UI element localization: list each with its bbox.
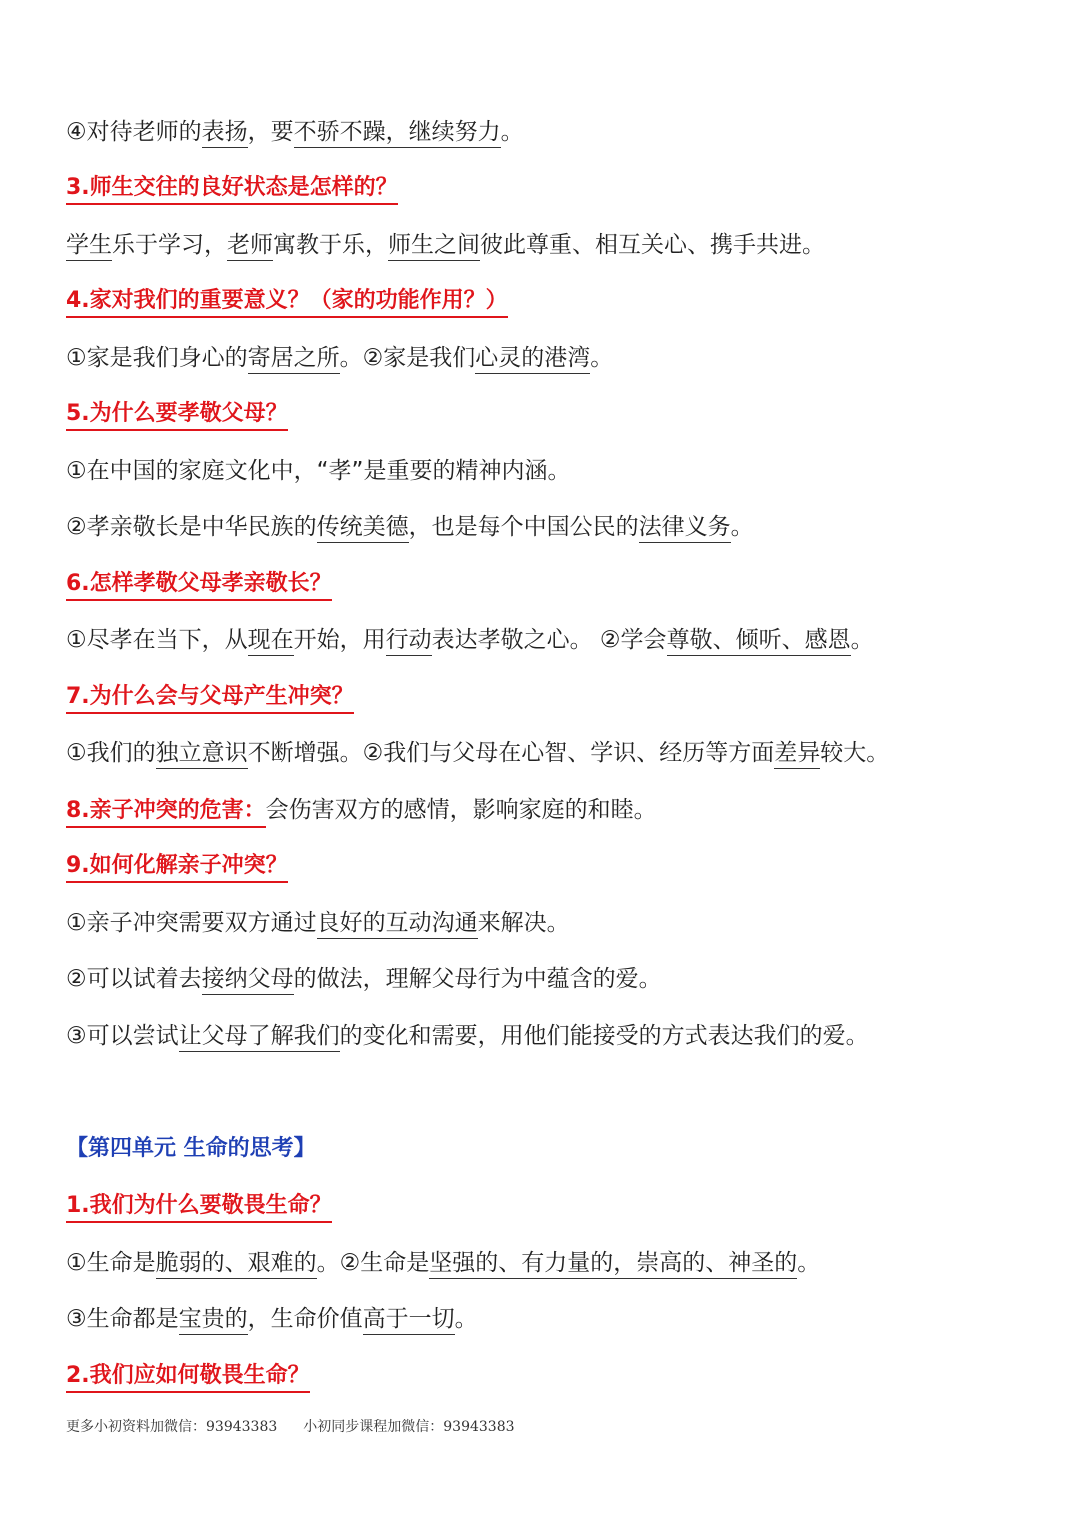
answer-line — [66, 1303, 1040, 1335]
text-segment: 开始，用 — [293, 627, 386, 653]
text-segment: 。 — [454, 1306, 478, 1332]
answer-line — [66, 624, 1040, 656]
underlined-key-phrase: 学生 — [66, 232, 112, 261]
text-segment: 来解决。 — [477, 910, 570, 936]
underlined-key-phrase: 8.亲子冲突的危害： — [66, 798, 266, 828]
text-segment: 。 — [730, 514, 754, 540]
unit-heading — [66, 1133, 1040, 1165]
text-segment: 会伤害双方的感情，影响家庭的和睦。 — [265, 797, 657, 823]
text-segment: ①生命是 — [66, 1250, 156, 1276]
footer — [66, 1416, 515, 1436]
text-segment: ，也是每个中国公民的 — [408, 514, 639, 540]
text-segment: 寓教于乐， — [273, 232, 388, 258]
answer-line — [66, 737, 1040, 769]
text-segment: ①家是我们身心的 — [66, 345, 248, 371]
question-heading — [66, 172, 1040, 204]
question-heading — [66, 850, 1040, 882]
underlined-key-phrase: 不骄不躁，继续努力 — [294, 119, 501, 148]
underlined-key-phrase: 6.怎样孝敬父母孝亲敬长？ — [66, 571, 332, 601]
text-segment: 乐于学习， — [112, 232, 227, 258]
answer-line — [66, 455, 1040, 487]
text-segment: 的变化和需要，用他们能接受的方式表达我们的爱。 — [339, 1023, 869, 1049]
footer-left-text: 更多小初资料加微信：93943383 — [66, 1419, 278, 1435]
answer-line — [66, 116, 1040, 148]
underlined-key-phrase: 差异 — [774, 740, 820, 769]
text-segment: ③生命都是 — [66, 1306, 179, 1332]
text-segment: 不断增强。②我们与父母在心智、学识、经历等方面 — [247, 740, 775, 766]
answer-line — [66, 1247, 1040, 1279]
underlined-key-phrase: 传统美德 — [317, 514, 409, 543]
question-heading — [66, 681, 1040, 713]
text-segment: 。 — [590, 345, 614, 371]
underlined-key-phrase: 宝贵的 — [179, 1306, 248, 1335]
text-segment: ②可以试着去 — [66, 966, 202, 992]
underlined-key-phrase: 高于一切 — [363, 1306, 455, 1335]
underlined-key-phrase: 现在 — [248, 627, 294, 656]
underlined-key-phrase: 行动 — [386, 627, 432, 656]
text-segment: 【第四单元 生命的思考】 — [66, 1136, 316, 1161]
text-segment: 。②生命是 — [316, 1250, 430, 1276]
text-segment: 表达孝敬之心。 ②学会 — [431, 627, 667, 653]
text-segment: 。 — [797, 1250, 821, 1276]
text-segment: ②孝亲敬长是中华民族的 — [66, 514, 317, 540]
question-heading — [66, 1360, 1040, 1392]
text-segment: ③可以尝试 — [66, 1023, 179, 1049]
text-segment: ①亲子冲突需要双方通过 — [66, 910, 317, 936]
text-segment: 彼此尊重、相互关心、携手共进。 — [480, 232, 825, 258]
text-segment: 。 — [500, 119, 524, 145]
answer-line — [66, 229, 1040, 261]
underlined-key-phrase: 4.家对我们的重要意义？（家的功能作用？） — [66, 288, 508, 318]
text-segment: ，生命价值 — [247, 1306, 363, 1332]
underlined-key-phrase: 9.如何化解亲子冲突？ — [66, 853, 288, 883]
underlined-key-phrase: 表扬 — [202, 119, 248, 148]
text-segment: ，要 — [247, 119, 294, 145]
question-heading — [66, 1190, 1040, 1222]
underlined-key-phrase: 良好的互动沟通 — [317, 910, 478, 939]
question-heading — [66, 398, 1040, 430]
question-answer-line — [66, 794, 1040, 827]
answer-line — [66, 342, 1040, 374]
underlined-key-phrase: 心灵的港湾 — [475, 345, 590, 374]
underlined-key-phrase: 尊敬、倾听、感恩 — [667, 627, 851, 656]
underlined-key-phrase: 接纳父母 — [202, 966, 294, 995]
underlined-key-phrase: 2.我们应如何敬畏生命？ — [66, 1363, 310, 1393]
underlined-key-phrase: 寄居之所 — [248, 345, 340, 374]
text-segment: 较大。 — [820, 740, 890, 766]
text-segment: ①尽孝在当下，从 — [66, 627, 248, 653]
underlined-key-phrase: 让父母了解我们 — [179, 1023, 340, 1052]
text-segment: 。 — [850, 627, 874, 653]
underlined-key-phrase: 7.为什么会与父母产生冲突？ — [66, 684, 354, 714]
underlined-key-phrase: 法律义务 — [639, 514, 731, 543]
text-segment: 。②家是我们 — [339, 345, 476, 371]
footer-right-text: 小初同步课程加微信：93943383 — [303, 1419, 515, 1435]
underlined-key-phrase: 独立意识 — [156, 740, 248, 769]
underlined-key-phrase: 3.师生交往的良好状态是怎样的？ — [66, 175, 398, 205]
answer-line — [66, 963, 1040, 995]
question-heading — [66, 568, 1040, 600]
underlined-key-phrase: 师生之间 — [388, 232, 480, 261]
underlined-key-phrase: 脆弱的、艰难的 — [156, 1250, 317, 1279]
answer-line — [66, 907, 1040, 939]
underlined-key-phrase: 1.我们为什么要敬畏生命？ — [66, 1193, 332, 1223]
question-heading — [66, 285, 1040, 317]
answer-line — [66, 1020, 1040, 1052]
answer-line — [66, 511, 1040, 543]
text-segment: ④对待老师的 — [66, 119, 202, 145]
text-segment: ①在中国的家庭文化中，“孝”是重要的精神内涵。 — [66, 458, 571, 484]
underlined-key-phrase: 坚强的、有力量的，崇高的、神圣的 — [429, 1250, 797, 1279]
underlined-key-phrase: 5.为什么要孝敬父母？ — [66, 401, 288, 431]
underlined-key-phrase: 老师 — [227, 232, 273, 261]
text-segment: 的做法，理解父母行为中蕴含的爱。 — [293, 966, 662, 992]
text-segment: ①我们的 — [66, 740, 156, 766]
